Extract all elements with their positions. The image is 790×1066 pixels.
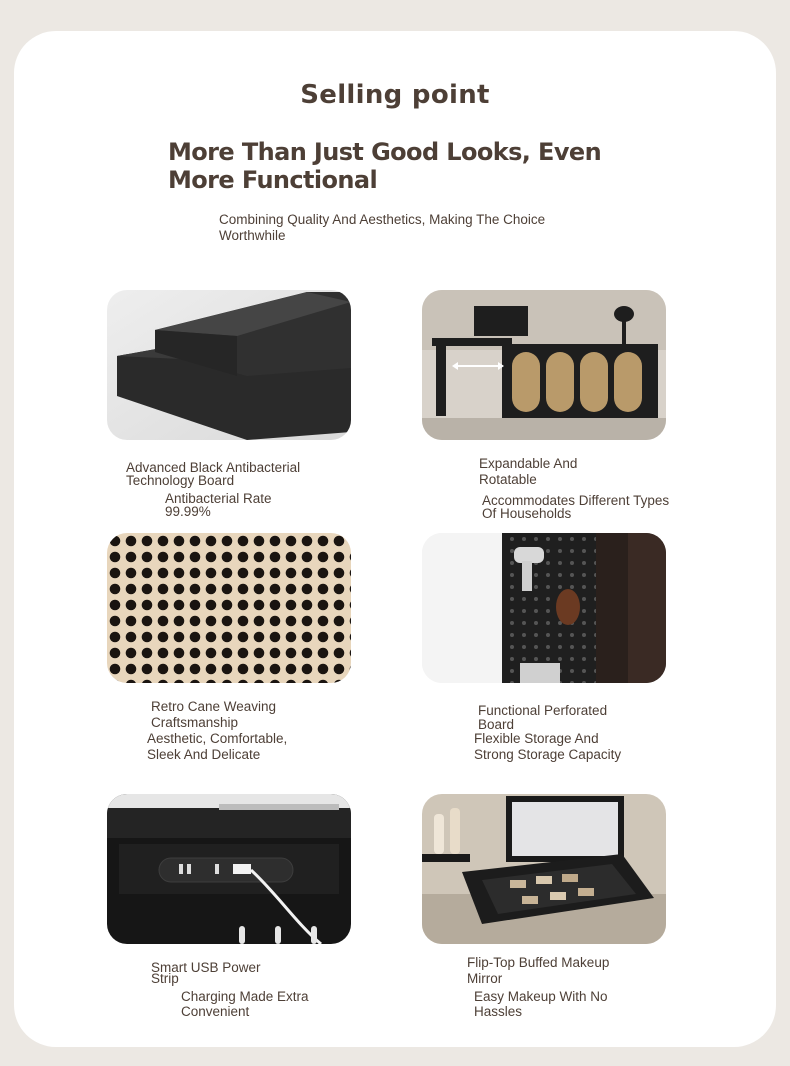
expandable-cabinet-photo: [422, 290, 666, 440]
feature-5-title: Smart USB Power Strip: [151, 960, 261, 986]
flip-top-mirror-photo: [422, 794, 666, 944]
usb-power-strip-photo: [107, 794, 351, 944]
page-headline: More Than Just Good Looks, Even More Functional: [168, 138, 602, 194]
feature-2-title: Expandable And Rotatable: [479, 456, 578, 487]
feature-6-detail: Easy Makeup With No Hassles: [474, 989, 608, 1019]
feature-3-detail: Aesthetic, Comfortable, Sleek And Delicate: [147, 731, 288, 762]
feature-1-title: Advanced Black Antibacterial Technology Board: [126, 460, 301, 488]
antibacterial-board-photo: [107, 290, 351, 440]
page-title: Selling point: [300, 80, 490, 110]
feature-1-detail: Antibacterial Rate 99.99%: [165, 491, 272, 519]
feature-2-detail: Accommodates Different Types Of Households: [482, 493, 670, 521]
feature-4-detail: Flexible Storage And Strong Storage Capacity: [474, 731, 622, 762]
feature-6-title: Flip-Top Buffed Makeup Mirror: [467, 955, 610, 986]
perforated-board-photo: [422, 533, 666, 683]
cane-weaving-photo: [107, 533, 351, 683]
page-subtitle: Combining Quality And Aesthetics, Making The Choice Worthwhile: [219, 212, 546, 243]
feature-3-title: Retro Cane Weaving Craftsmanship: [151, 699, 277, 730]
feature-5-detail: Charging Made Extra Convenient: [181, 989, 309, 1019]
feature-4-title: Functional Perforated Board: [478, 703, 608, 732]
